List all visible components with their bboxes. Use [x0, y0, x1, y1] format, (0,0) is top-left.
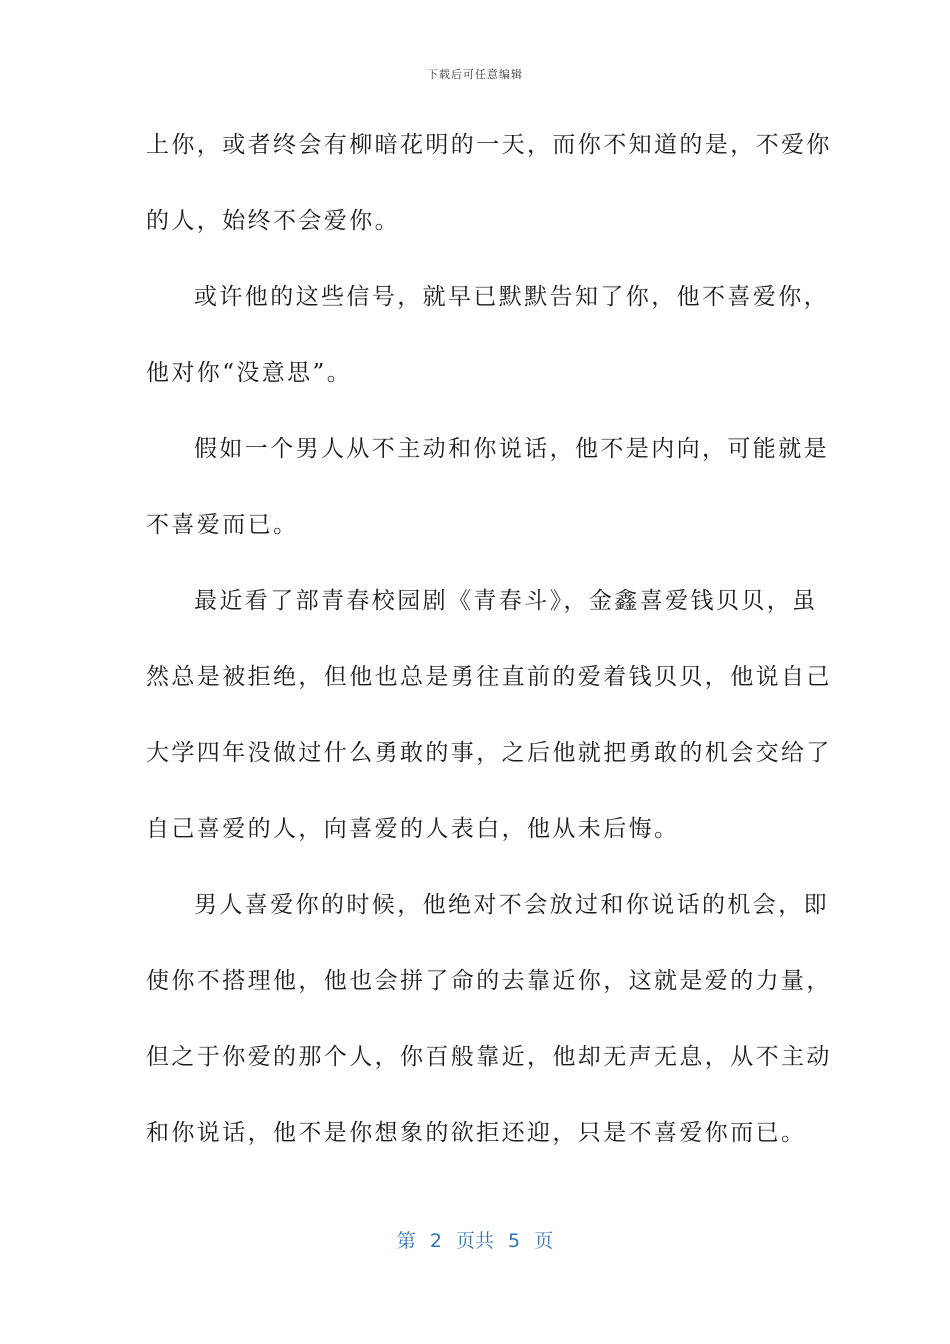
body-line: 假如一个男人从不主动和你说话，他不是内向，可能就是: [194, 436, 829, 462]
body-line: 他对你“没意思”。: [146, 360, 353, 386]
current-page-number: 2: [429, 1230, 442, 1252]
body-line: 或许他的这些信号，就早已默默告知了你，他不喜爱你，: [194, 284, 829, 310]
body-line: 不喜爱而已。: [146, 512, 299, 538]
body-line: 男人喜爱你的时候，他绝对不会放过和你说话的机会，即: [194, 892, 829, 918]
page-header-note: 下载后可任意编辑: [427, 68, 523, 81]
body-line: 使你不搭理他，他也会拼了命的去靠近你，这就是爱的力量，: [146, 968, 832, 994]
page-label-suffix: 页: [534, 1230, 554, 1252]
body-line: 大学四年没做过什么勇敢的事，之后他就把勇敢的机会交给了: [146, 740, 832, 766]
body-line: 最近看了部青春校园剧《青春斗》，金鑫喜爱钱贝贝，虽: [194, 588, 818, 614]
total-pages-number: 5: [508, 1230, 521, 1252]
body-line: 和你说话，他不是你想象的欲拒还迎，只是不喜爱你而已。: [146, 1120, 807, 1146]
body-line: 的人，始终不会爱你。: [146, 208, 400, 234]
body-line: 自己喜爱的人，向喜爱的人表白，他从未后悔。: [146, 816, 680, 842]
page-number-footer: [0, 1226, 950, 1253]
body-line: 但之于你爱的那个人，你百般靠近，他却无声无息，从不主动: [146, 1044, 832, 1070]
document-body: [146, 118, 832, 1182]
body-line: 上你，或者终会有柳暗花明的一天，而你不知道的是，不爱你: [146, 132, 832, 158]
body-line: 然总是被拒绝，但他也总是勇往直前的爱着钱贝贝，他说自己: [146, 664, 832, 690]
page-label-mid: 页共: [455, 1230, 494, 1252]
page-label-prefix: 第: [396, 1230, 416, 1252]
